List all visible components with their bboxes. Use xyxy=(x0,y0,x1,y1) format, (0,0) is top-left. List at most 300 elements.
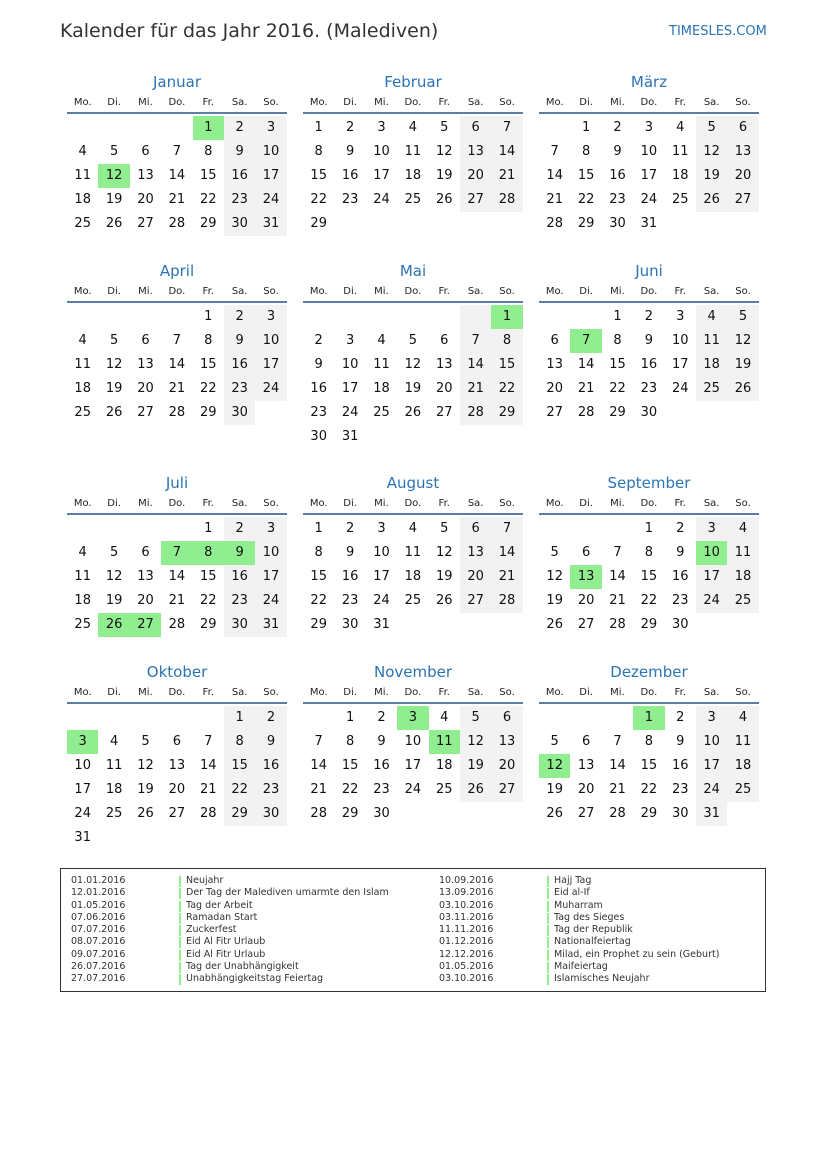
day-cell[interactable]: 18 xyxy=(74,192,91,207)
day-cell[interactable]: 28 xyxy=(609,617,626,632)
day-cell[interactable]: 26 xyxy=(98,613,129,637)
day-cell[interactable]: 12 xyxy=(137,758,154,773)
brand-link[interactable]: TIMESLES.COM xyxy=(669,24,767,39)
day-cell[interactable]: 6 xyxy=(491,706,522,730)
day-cell[interactable]: 19 xyxy=(404,381,422,396)
day-cell[interactable]: 7 xyxy=(204,734,213,749)
day-cell[interactable]: 25 xyxy=(373,405,390,420)
day-cell[interactable]: 6 xyxy=(141,545,150,560)
day-cell[interactable]: 25 xyxy=(404,593,422,608)
day-cell[interactable]: 9 xyxy=(224,329,255,353)
day-cell[interactable]: 4 xyxy=(440,710,449,725)
day-cell[interactable]: 21 xyxy=(168,593,186,608)
day-cell[interactable]: 30 xyxy=(341,617,359,632)
day-cell[interactable]: 1 xyxy=(204,309,213,324)
day-cell[interactable]: 28 xyxy=(491,589,522,613)
day-cell[interactable]: 20 xyxy=(460,565,491,589)
day-cell[interactable]: 11 xyxy=(671,144,689,159)
day-cell[interactable]: 29 xyxy=(491,401,522,425)
day-cell[interactable]: 12 xyxy=(727,329,758,353)
day-cell[interactable]: 8 xyxy=(613,333,622,348)
day-cell[interactable]: 21 xyxy=(491,565,522,589)
day-cell[interactable]: 22 xyxy=(609,381,626,396)
day-cell[interactable]: 16 xyxy=(224,353,255,377)
day-cell[interactable]: 7 xyxy=(570,329,601,353)
day-cell[interactable]: 26 xyxy=(137,806,154,821)
day-cell[interactable]: 20 xyxy=(727,164,758,188)
day-cell[interactable]: 12 xyxy=(460,730,491,754)
day-cell[interactable]: 12 xyxy=(105,357,123,372)
day-cell[interactable]: 15 xyxy=(577,168,595,183)
day-cell[interactable]: 17 xyxy=(255,164,286,188)
day-cell[interactable]: 5 xyxy=(440,521,449,536)
day-cell[interactable]: 23 xyxy=(224,377,255,401)
day-cell[interactable]: 29 xyxy=(199,617,217,632)
day-cell[interactable]: 24 xyxy=(373,192,390,207)
day-cell[interactable]: 13 xyxy=(491,730,522,754)
day-cell[interactable]: 31 xyxy=(341,429,359,444)
day-cell[interactable]: 5 xyxy=(727,305,758,329)
day-cell[interactable]: 25 xyxy=(696,377,727,401)
day-cell[interactable]: 5 xyxy=(460,706,491,730)
day-cell[interactable]: 30 xyxy=(224,613,255,637)
day-cell[interactable]: 20 xyxy=(491,754,522,778)
day-cell[interactable]: 8 xyxy=(314,545,323,560)
day-cell[interactable]: 23 xyxy=(224,188,255,212)
day-cell[interactable]: 15 xyxy=(310,569,327,584)
day-cell[interactable]: 9 xyxy=(613,144,622,159)
day-cell[interactable]: 1 xyxy=(633,706,664,730)
day-cell[interactable]: 29 xyxy=(199,216,217,231)
day-cell[interactable]: 9 xyxy=(644,333,653,348)
day-cell[interactable]: 27 xyxy=(460,589,491,613)
day-cell[interactable]: 19 xyxy=(546,593,563,608)
day-cell[interactable]: 6 xyxy=(550,333,559,348)
day-cell[interactable]: 15 xyxy=(640,758,658,773)
day-cell[interactable]: 26 xyxy=(460,778,491,802)
day-cell[interactable]: 1 xyxy=(491,305,522,329)
day-cell[interactable]: 12 xyxy=(435,144,453,159)
day-cell[interactable]: 5 xyxy=(141,734,150,749)
day-cell[interactable]: 8 xyxy=(204,144,213,159)
day-cell[interactable]: 19 xyxy=(105,192,123,207)
day-cell[interactable]: 19 xyxy=(696,164,727,188)
day-cell[interactable]: 22 xyxy=(491,377,522,401)
day-cell[interactable]: 3 xyxy=(377,120,386,135)
day-cell[interactable]: 3 xyxy=(377,521,386,536)
day-cell[interactable]: 17 xyxy=(671,357,689,372)
day-cell[interactable]: 13 xyxy=(727,140,758,164)
day-cell[interactable]: 23 xyxy=(341,593,359,608)
day-cell[interactable]: 13 xyxy=(435,357,453,372)
day-cell[interactable]: 18 xyxy=(373,381,390,396)
day-cell[interactable]: 25 xyxy=(435,782,453,797)
day-cell[interactable]: 23 xyxy=(373,782,390,797)
day-cell[interactable]: 4 xyxy=(109,734,119,749)
day-cell[interactable]: 25 xyxy=(727,778,758,802)
day-cell[interactable]: 2 xyxy=(377,710,386,725)
day-cell[interactable]: 29 xyxy=(609,405,626,420)
day-cell[interactable]: 25 xyxy=(727,589,758,613)
day-cell[interactable]: 26 xyxy=(404,405,422,420)
day-cell[interactable]: 21 xyxy=(199,782,217,797)
day-cell[interactable]: 1 xyxy=(345,710,355,725)
day-cell[interactable]: 3 xyxy=(67,730,98,754)
day-cell[interactable]: 9 xyxy=(377,734,386,749)
day-cell[interactable]: 14 xyxy=(546,168,563,183)
day-cell[interactable]: 22 xyxy=(310,593,327,608)
day-cell[interactable]: 24 xyxy=(74,806,91,821)
day-cell[interactable]: 9 xyxy=(345,144,355,159)
day-cell[interactable]: 23 xyxy=(671,782,689,797)
day-cell[interactable]: 21 xyxy=(168,192,186,207)
day-cell[interactable]: 29 xyxy=(640,806,658,821)
day-cell[interactable]: 14 xyxy=(310,758,327,773)
day-cell[interactable]: 17 xyxy=(640,168,658,183)
day-cell[interactable]: 28 xyxy=(609,806,626,821)
day-cell[interactable]: 31 xyxy=(255,613,286,637)
day-cell[interactable]: 25 xyxy=(74,617,91,632)
day-cell[interactable]: 19 xyxy=(435,168,453,183)
day-cell[interactable]: 26 xyxy=(105,405,123,420)
day-cell[interactable]: 14 xyxy=(168,357,186,372)
day-cell[interactable]: 5 xyxy=(109,333,119,348)
day-cell[interactable]: 16 xyxy=(224,164,255,188)
day-cell[interactable]: 7 xyxy=(550,144,559,159)
day-cell[interactable]: 23 xyxy=(671,593,689,608)
day-cell[interactable]: 9 xyxy=(676,734,685,749)
day-cell[interactable]: 23 xyxy=(640,381,658,396)
day-cell[interactable]: 6 xyxy=(141,333,150,348)
day-cell[interactable]: 14 xyxy=(609,758,626,773)
day-cell[interactable]: 5 xyxy=(696,116,727,140)
day-cell[interactable]: 3 xyxy=(345,333,355,348)
day-cell[interactable]: 1 xyxy=(193,116,224,140)
day-cell[interactable]: 20 xyxy=(577,782,595,797)
day-cell[interactable]: 6 xyxy=(141,144,150,159)
day-cell[interactable]: 14 xyxy=(577,357,595,372)
day-cell[interactable]: 24 xyxy=(696,589,727,613)
day-cell[interactable]: 10 xyxy=(373,144,390,159)
day-cell[interactable]: 3 xyxy=(397,706,428,730)
day-cell[interactable]: 20 xyxy=(546,381,563,396)
day-cell[interactable]: 8 xyxy=(193,541,224,565)
day-cell[interactable]: 3 xyxy=(255,305,286,329)
day-cell[interactable]: 15 xyxy=(199,569,217,584)
day-cell[interactable]: 11 xyxy=(727,541,758,565)
day-cell[interactable]: 29 xyxy=(199,405,217,420)
day-cell[interactable]: 21 xyxy=(491,164,522,188)
day-cell[interactable]: 18 xyxy=(696,353,727,377)
day-cell[interactable]: 18 xyxy=(74,381,91,396)
day-cell[interactable]: 27 xyxy=(577,806,595,821)
day-cell[interactable]: 4 xyxy=(408,120,417,135)
day-cell[interactable]: 20 xyxy=(137,593,154,608)
day-cell[interactable]: 17 xyxy=(341,381,359,396)
day-cell[interactable]: 4 xyxy=(78,545,87,560)
day-cell[interactable]: 11 xyxy=(74,357,91,372)
day-cell[interactable]: 3 xyxy=(676,309,685,324)
day-cell[interactable]: 15 xyxy=(310,168,327,183)
day-cell[interactable]: 28 xyxy=(168,216,186,231)
day-cell[interactable]: 21 xyxy=(577,381,595,396)
day-cell[interactable]: 6 xyxy=(460,517,491,541)
day-cell[interactable]: 26 xyxy=(435,593,453,608)
day-cell[interactable]: 30 xyxy=(224,212,255,236)
day-cell[interactable]: 12 xyxy=(435,545,453,560)
day-cell[interactable]: 4 xyxy=(78,333,87,348)
day-cell[interactable]: 11 xyxy=(74,569,91,584)
day-cell[interactable]: 11 xyxy=(373,357,390,372)
day-cell[interactable]: 7 xyxy=(161,541,192,565)
day-cell[interactable]: 24 xyxy=(640,192,658,207)
day-cell[interactable]: 25 xyxy=(671,192,689,207)
day-cell[interactable]: 19 xyxy=(727,353,758,377)
day-cell[interactable]: 1 xyxy=(613,309,622,324)
day-cell[interactable]: 8 xyxy=(314,144,323,159)
day-cell[interactable]: 27 xyxy=(168,806,186,821)
day-cell[interactable]: 20 xyxy=(460,164,491,188)
day-cell[interactable]: 19 xyxy=(546,782,563,797)
day-cell[interactable]: 6 xyxy=(440,333,449,348)
day-cell[interactable]: 12 xyxy=(696,140,727,164)
day-cell[interactable]: 4 xyxy=(408,521,417,536)
day-cell[interactable]: 22 xyxy=(341,782,359,797)
day-cell[interactable]: 31 xyxy=(640,216,658,231)
day-cell[interactable]: 22 xyxy=(310,192,327,207)
day-cell[interactable]: 23 xyxy=(255,778,286,802)
day-cell[interactable]: 7 xyxy=(491,116,522,140)
day-cell[interactable]: 28 xyxy=(546,216,563,231)
day-cell[interactable]: 8 xyxy=(491,329,522,353)
day-cell[interactable]: 2 xyxy=(676,710,685,725)
day-cell[interactable]: 15 xyxy=(640,569,658,584)
day-cell[interactable]: 8 xyxy=(224,730,255,754)
day-cell[interactable]: 26 xyxy=(727,377,758,401)
day-cell[interactable]: 27 xyxy=(491,778,522,802)
day-cell[interactable]: 2 xyxy=(224,116,255,140)
day-cell[interactable]: 21 xyxy=(168,381,186,396)
day-cell[interactable]: 10 xyxy=(696,541,727,565)
day-cell[interactable]: 12 xyxy=(546,569,563,584)
day-cell[interactable]: 17 xyxy=(373,569,390,584)
day-cell[interactable]: 18 xyxy=(404,168,422,183)
day-cell[interactable]: 4 xyxy=(727,517,758,541)
day-cell[interactable]: 20 xyxy=(137,192,154,207)
day-cell[interactable]: 24 xyxy=(255,188,286,212)
day-cell[interactable]: 10 xyxy=(255,329,286,353)
day-cell[interactable]: 23 xyxy=(310,405,327,420)
day-cell[interactable]: 13 xyxy=(577,758,595,773)
day-cell[interactable]: 19 xyxy=(105,593,123,608)
day-cell[interactable]: 10 xyxy=(404,734,422,749)
day-cell[interactable]: 4 xyxy=(78,144,87,159)
day-cell[interactable]: 1 xyxy=(581,120,591,135)
day-cell[interactable]: 6 xyxy=(581,545,591,560)
day-cell[interactable]: 8 xyxy=(644,545,653,560)
day-cell[interactable]: 2 xyxy=(613,120,622,135)
day-cell[interactable]: 13 xyxy=(137,569,154,584)
day-cell[interactable]: 14 xyxy=(168,569,186,584)
day-cell[interactable]: 9 xyxy=(314,357,323,372)
day-cell[interactable]: 7 xyxy=(314,734,323,749)
day-cell[interactable]: 24 xyxy=(341,405,359,420)
day-cell[interactable]: 30 xyxy=(310,429,327,444)
day-cell[interactable]: 17 xyxy=(696,754,727,778)
day-cell[interactable]: 17 xyxy=(74,782,91,797)
day-cell[interactable]: 16 xyxy=(224,565,255,589)
day-cell[interactable]: 30 xyxy=(671,617,689,632)
day-cell[interactable]: 17 xyxy=(404,758,422,773)
day-cell[interactable]: 27 xyxy=(727,188,758,212)
day-cell[interactable]: 28 xyxy=(168,405,186,420)
day-cell[interactable]: 29 xyxy=(224,802,255,826)
day-cell[interactable]: 14 xyxy=(491,541,522,565)
day-cell[interactable]: 11 xyxy=(404,545,422,560)
day-cell[interactable]: 11 xyxy=(696,329,727,353)
day-cell[interactable]: 27 xyxy=(137,216,154,231)
day-cell[interactable]: 15 xyxy=(491,353,522,377)
day-cell[interactable]: 28 xyxy=(199,806,217,821)
day-cell[interactable]: 30 xyxy=(373,806,390,821)
day-cell[interactable]: 28 xyxy=(310,806,327,821)
day-cell[interactable]: 20 xyxy=(435,381,453,396)
day-cell[interactable]: 22 xyxy=(199,381,217,396)
day-cell[interactable]: 30 xyxy=(609,216,626,231)
day-cell[interactable]: 21 xyxy=(310,782,327,797)
day-cell[interactable]: 12 xyxy=(404,357,422,372)
day-cell[interactable]: 25 xyxy=(105,806,123,821)
day-cell[interactable]: 30 xyxy=(671,806,689,821)
day-cell[interactable]: 11 xyxy=(105,758,123,773)
day-cell[interactable]: 29 xyxy=(310,617,327,632)
day-cell[interactable]: 10 xyxy=(696,730,727,754)
day-cell[interactable]: 26 xyxy=(696,188,727,212)
day-cell[interactable]: 11 xyxy=(429,730,460,754)
day-cell[interactable]: 7 xyxy=(172,333,181,348)
day-cell[interactable]: 1 xyxy=(224,706,255,730)
day-cell[interactable]: 31 xyxy=(373,617,390,632)
day-cell[interactable]: 17 xyxy=(255,353,286,377)
day-cell[interactable]: 14 xyxy=(199,758,217,773)
day-cell[interactable]: 15 xyxy=(224,754,255,778)
day-cell[interactable]: 7 xyxy=(613,545,622,560)
day-cell[interactable]: 18 xyxy=(727,565,758,589)
day-cell[interactable]: 6 xyxy=(172,734,181,749)
day-cell[interactable]: 7 xyxy=(613,734,622,749)
day-cell[interactable]: 16 xyxy=(609,168,626,183)
day-cell[interactable]: 29 xyxy=(310,216,327,231)
day-cell[interactable]: 19 xyxy=(435,569,453,584)
day-cell[interactable]: 15 xyxy=(341,758,359,773)
day-cell[interactable]: 16 xyxy=(671,569,689,584)
day-cell[interactable]: 1 xyxy=(314,521,323,536)
day-cell[interactable]: 24 xyxy=(373,593,390,608)
day-cell[interactable]: 25 xyxy=(74,216,91,231)
day-cell[interactable]: 13 xyxy=(546,357,563,372)
day-cell[interactable]: 30 xyxy=(640,405,658,420)
day-cell[interactable]: 21 xyxy=(609,782,626,797)
day-cell[interactable]: 11 xyxy=(74,168,91,183)
day-cell[interactable]: 9 xyxy=(224,140,255,164)
day-cell[interactable]: 27 xyxy=(460,188,491,212)
day-cell[interactable]: 12 xyxy=(98,164,129,188)
day-cell[interactable]: 30 xyxy=(224,401,255,425)
day-cell[interactable]: 28 xyxy=(168,617,186,632)
day-cell[interactable]: 11 xyxy=(404,144,422,159)
day-cell[interactable]: 14 xyxy=(460,353,491,377)
day-cell[interactable]: 25 xyxy=(74,405,91,420)
day-cell[interactable]: 16 xyxy=(255,754,286,778)
day-cell[interactable]: 14 xyxy=(168,168,186,183)
day-cell[interactable]: 6 xyxy=(460,116,491,140)
day-cell[interactable]: 13 xyxy=(168,758,186,773)
day-cell[interactable]: 24 xyxy=(404,782,422,797)
day-cell[interactable]: 26 xyxy=(105,216,123,231)
day-cell[interactable]: 8 xyxy=(345,734,355,749)
day-cell[interactable]: 2 xyxy=(314,333,323,348)
day-cell[interactable]: 14 xyxy=(609,569,626,584)
day-cell[interactable]: 9 xyxy=(676,545,685,560)
day-cell[interactable]: 20 xyxy=(168,782,186,797)
day-cell[interactable]: 5 xyxy=(550,545,559,560)
day-cell[interactable]: 13 xyxy=(137,168,154,183)
day-cell[interactable]: 1 xyxy=(644,521,653,536)
day-cell[interactable]: 18 xyxy=(404,569,422,584)
day-cell[interactable]: 9 xyxy=(345,545,355,560)
day-cell[interactable]: 17 xyxy=(373,168,390,183)
day-cell[interactable]: 5 xyxy=(109,545,119,560)
day-cell[interactable]: 2 xyxy=(676,521,685,536)
day-cell[interactable]: 4 xyxy=(676,120,685,135)
day-cell[interactable]: 27 xyxy=(435,405,453,420)
day-cell[interactable]: 16 xyxy=(341,168,359,183)
day-cell[interactable]: 7 xyxy=(172,144,181,159)
day-cell[interactable]: 18 xyxy=(435,758,453,773)
day-cell[interactable]: 10 xyxy=(74,758,91,773)
day-cell[interactable]: 28 xyxy=(577,405,595,420)
day-cell[interactable]: 19 xyxy=(105,381,123,396)
day-cell[interactable]: 27 xyxy=(577,617,595,632)
day-cell[interactable]: 5 xyxy=(550,734,559,749)
day-cell[interactable]: 5 xyxy=(109,144,119,159)
day-cell[interactable]: 4 xyxy=(696,305,727,329)
day-cell[interactable]: 7 xyxy=(460,329,491,353)
day-cell[interactable]: 12 xyxy=(539,754,570,778)
day-cell[interactable]: 3 xyxy=(644,120,653,135)
day-cell[interactable]: 22 xyxy=(199,192,217,207)
day-cell[interactable]: 10 xyxy=(255,541,286,565)
day-cell[interactable]: 10 xyxy=(640,144,658,159)
day-cell[interactable]: 18 xyxy=(671,168,689,183)
day-cell[interactable]: 13 xyxy=(460,541,491,565)
day-cell[interactable]: 27 xyxy=(130,613,161,637)
day-cell[interactable]: 19 xyxy=(137,782,154,797)
day-cell[interactable]: 24 xyxy=(671,381,689,396)
day-cell[interactable]: 16 xyxy=(640,357,658,372)
day-cell[interactable]: 26 xyxy=(546,806,563,821)
day-cell[interactable]: 24 xyxy=(255,589,286,613)
day-cell[interactable]: 2 xyxy=(345,521,355,536)
day-cell[interactable]: 24 xyxy=(255,377,286,401)
day-cell[interactable]: 6 xyxy=(581,734,591,749)
day-cell[interactable]: 13 xyxy=(460,140,491,164)
day-cell[interactable]: 23 xyxy=(609,192,626,207)
day-cell[interactable]: 19 xyxy=(460,754,491,778)
day-cell[interactable]: 5 xyxy=(408,333,417,348)
day-cell[interactable]: 2 xyxy=(255,706,286,730)
day-cell[interactable]: 11 xyxy=(727,730,758,754)
